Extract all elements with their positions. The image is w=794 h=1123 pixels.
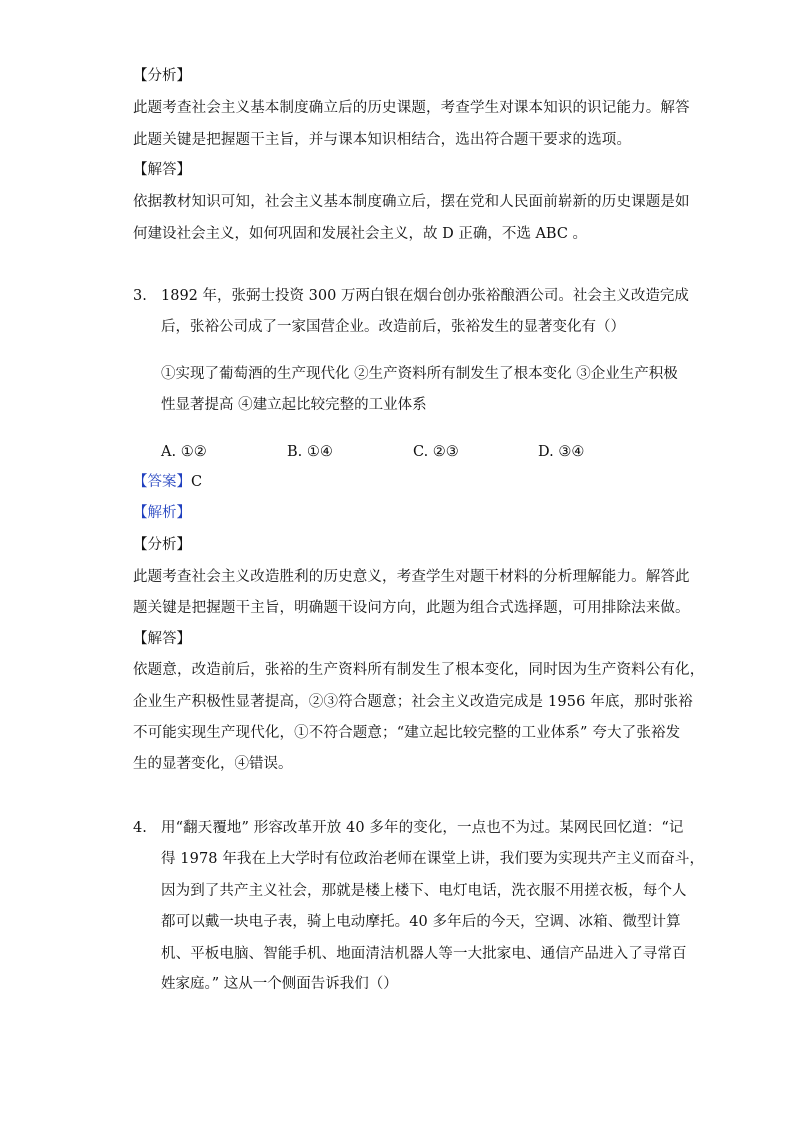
solution-line: 依题意，改造前后，张裕的生产资料所有制发生了根本变化，同时因为生产资料公有化， bbox=[133, 662, 705, 678]
analysis-label-1: 【分析】 bbox=[133, 68, 191, 84]
question-stem-line: 1892 年，张弼士投资 300 万两白银在烟台创办张裕酿酒公司。社会主义改造完成 bbox=[161, 288, 689, 304]
question-stem-line: 得 1978 年我在上大学时有位政治老师在课堂上讲，我们要为实现共产主义而奋斗， bbox=[161, 851, 705, 867]
option-d: D. ③④ bbox=[538, 444, 585, 460]
answer-label: 【答案】 bbox=[133, 474, 191, 490]
explanation-label: 【解析】 bbox=[133, 505, 191, 521]
question-stem-line: 姓家庭。” 这从一个侧面告诉我们（） bbox=[161, 976, 398, 992]
question-stem-line: 用“翻天覆地” 形容改革开放 40 多年的变化，一点也不为过。某网民回忆道：“记 bbox=[161, 820, 684, 836]
question-item-line: ①实现了葡萄酒的生产现代化 ②生产资料所有制发生了根本变化 ③企业生产积极 bbox=[161, 366, 678, 382]
question-item-line: 性显著提高 ④建立起比较完整的工业体系 bbox=[161, 397, 427, 413]
solution-label-3: 【解答】 bbox=[133, 631, 191, 647]
solution-line: 不可能实现生产现代化，①不符合题意；“建立起比较完整的工业体系” 夸大了张裕发 bbox=[133, 725, 681, 741]
analysis-line: 此题考查社会主义基本制度确立后的历史课题，考查学生对课本知识的识记能力。解答 bbox=[133, 100, 690, 116]
analysis-line: 此题关键是把握题干主旨，并与课本知识相结合，选出符合题干要求的选项。 bbox=[133, 132, 632, 148]
question-stem-line: 后，张裕公司成了一家国营企业。改造前后，张裕发生的显著变化有（） bbox=[161, 319, 625, 335]
solution-line: 生的显著变化，④错误。 bbox=[133, 756, 293, 772]
analysis-label-3: 【分析】 bbox=[133, 537, 191, 553]
answer-value: C bbox=[191, 474, 203, 490]
option-c: C. ②③ bbox=[413, 444, 459, 460]
solution-label-1: 【解答】 bbox=[133, 162, 191, 178]
question-number: 3. bbox=[133, 288, 147, 304]
question-stem-line: 因为到了共产主义社会，那就是楼上楼下、电灯电话，洗衣服不用搓衣板，每个人 bbox=[161, 883, 687, 899]
analysis-line: 题关键是把握题干主旨，明确题干设问方向，此题为组合式选择题，可用排除法来做。 bbox=[133, 600, 690, 616]
solution-line: 何建设社会主义，如何巩固和发展社会主义，故 D 正确，不选 ABC 。 bbox=[133, 226, 588, 242]
solution-line: 依据教材知识可知，社会主义基本制度确立后，摆在党和人民面前崭新的历史课题是如 bbox=[133, 194, 690, 210]
option-b: B. ①④ bbox=[287, 444, 333, 460]
question-stem-line: 都可以戴一块电子表，骑上电动摩托。40 多年后的今天，空调、冰箱、微型计算 bbox=[161, 914, 681, 930]
answer-row bbox=[133, 472, 202, 492]
analysis-line: 此题考查社会主义改造胜利的历史意义，考查学生对题干材料的分析理解能力。解答此 bbox=[133, 569, 690, 585]
solution-line: 企业生产积极性显著提高，②③符合题意；社会主义改造完成是 1956 年底，那时张裕 bbox=[133, 694, 693, 710]
option-a: A. ①② bbox=[161, 444, 207, 460]
question-stem-line: 机、平板电脑、智能手机、地面清洁机器人等一大批家电、通信产品进入了寻常百 bbox=[161, 946, 687, 962]
question-number: 4. bbox=[133, 820, 147, 836]
